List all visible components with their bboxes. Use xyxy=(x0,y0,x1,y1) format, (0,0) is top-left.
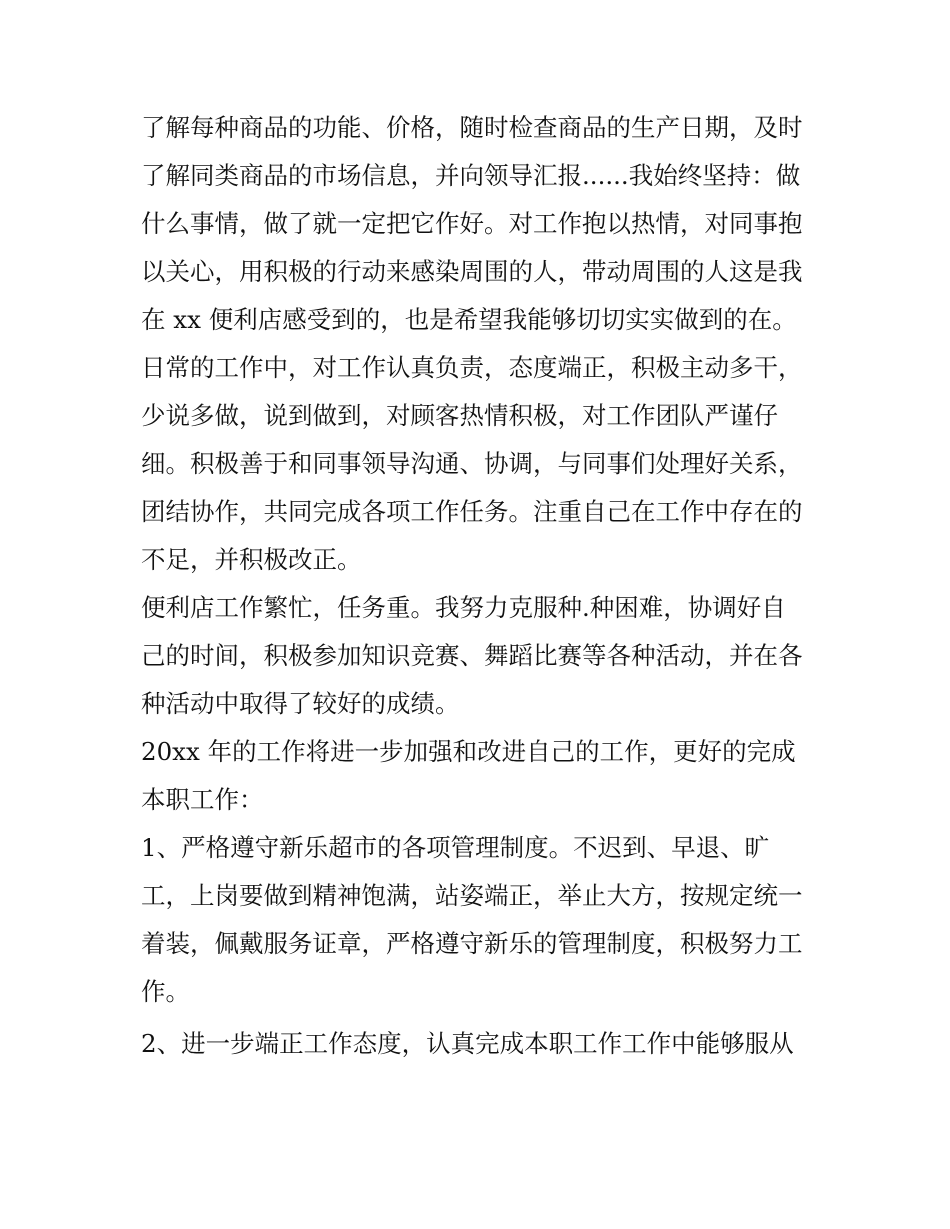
text-line: 作。 xyxy=(141,977,190,1006)
text-line: 本职工作： xyxy=(141,785,264,814)
text-line: 细。积极善于和同事领导沟通、协调，与同事们处理好关系， xyxy=(141,449,803,478)
text-line: 什么事情，做了就一定把它作好。对工作抱以热情，对同事抱 xyxy=(141,209,803,238)
text-line: 以关心，用积极的行动来感染周围的人，带动周围的人这是我 xyxy=(141,257,803,286)
text-line: 种活动中取得了较好的成绩。 xyxy=(141,689,460,718)
text-line: 2、进一步端正工作态度，认真完成本职工作工作中能够服从 xyxy=(141,1029,794,1058)
text-line: 工，上岗要做到精神饱满，站姿端正，举止大方，按规定统一 xyxy=(141,881,803,910)
text-line: 1、严格遵守新乐超市的各项管理制度。不迟到、早退、旷 xyxy=(141,833,770,862)
text-line: 20xx 年的工作将进一步加强和改进自己的工作，更好的完成 xyxy=(141,737,796,766)
text-line: 己的时间，积极参加知识竞赛、舞蹈比赛等各种活动，并在各 xyxy=(141,641,803,670)
text-line: 不足，并积极改正。 xyxy=(141,545,362,574)
text-line: 着装，佩戴服务证章，严格遵守新乐的管理制度，积极努力工 xyxy=(141,929,803,958)
text-line: 在 xx 便利店感受到的，也是希望我能够切切实实做到的在。 xyxy=(141,305,797,334)
text-line: 团结协作，共同完成各项工作任务。注重自己在工作中存在的 xyxy=(141,497,803,526)
text-line: 少说多做，说到做到，对顾客热情积极，对工作团队严谨仔 xyxy=(141,401,778,430)
text-line: 便利店工作繁忙，任务重。我努力克服种.种困难，协调好自 xyxy=(141,593,786,622)
text-line: 日常的工作中，对工作认真负责，态度端正，积极主动多干， xyxy=(141,353,803,382)
text-line: 了解每种商品的功能、价格，随时检查商品的生产日期，及时 xyxy=(141,113,803,142)
document-body xyxy=(141,104,821,1068)
text-line: 了解同类商品的市场信息，并向领导汇报......我始终坚持：做 xyxy=(141,161,801,190)
